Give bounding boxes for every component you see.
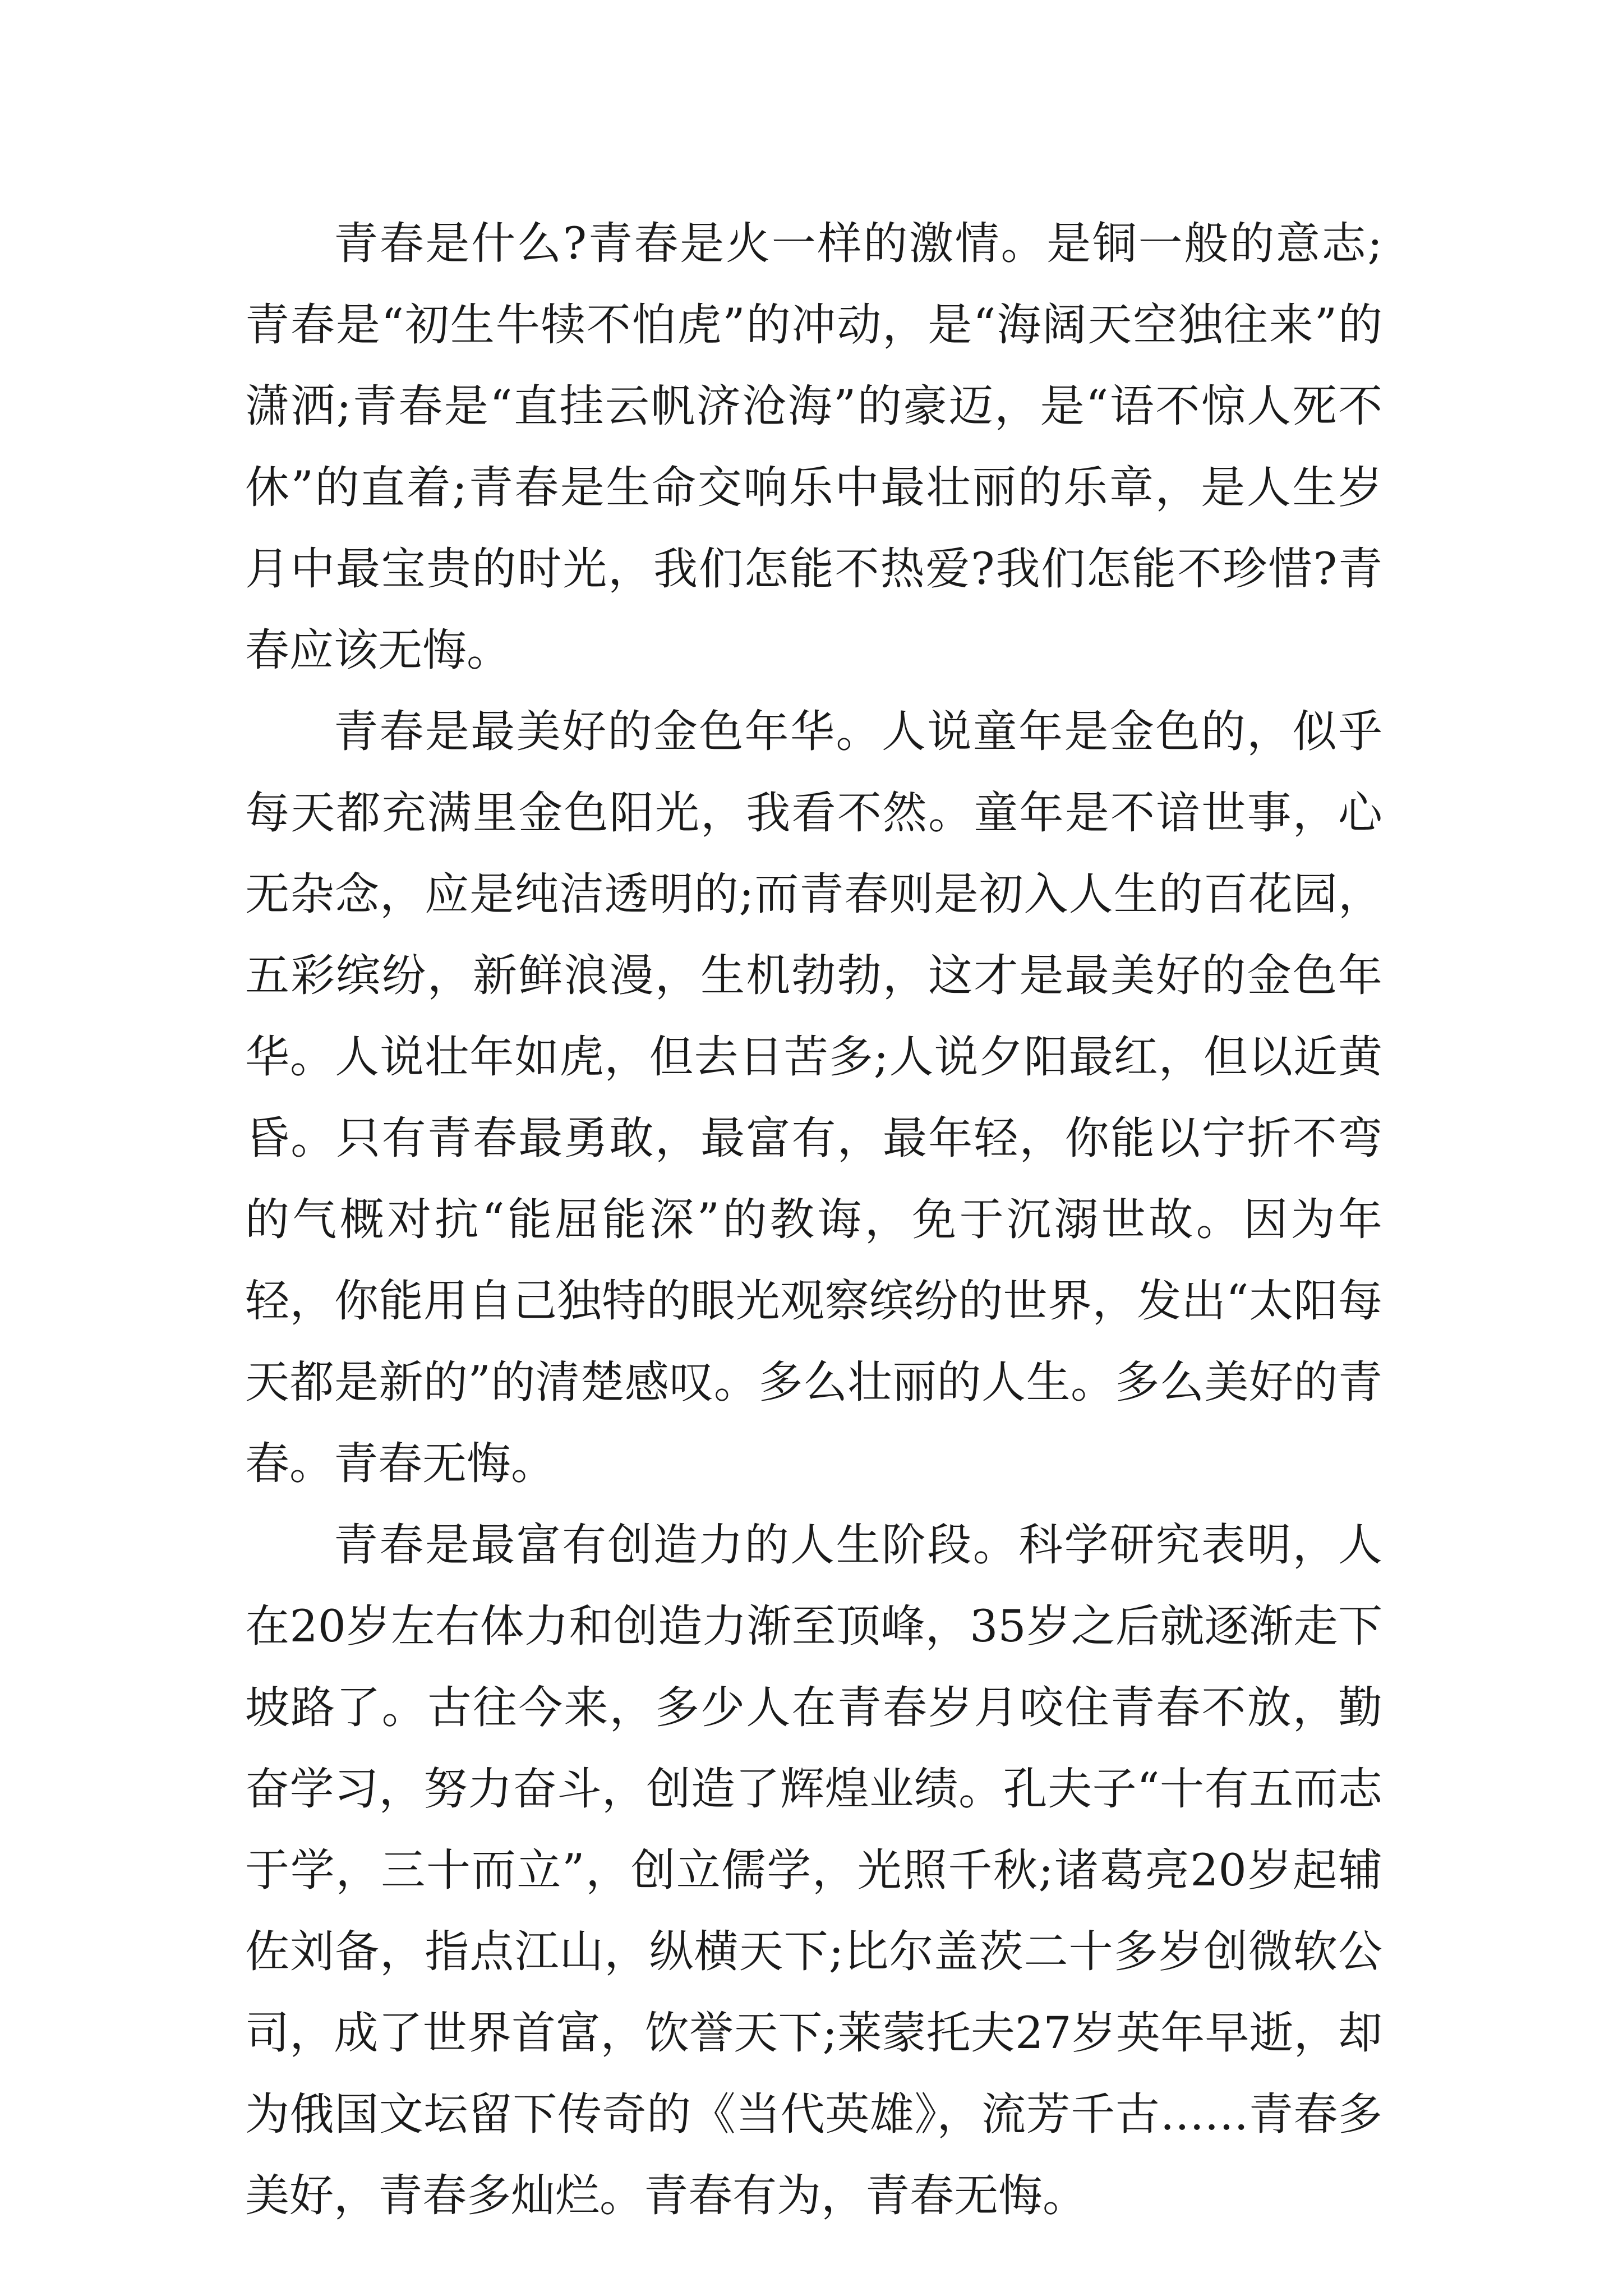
body-text [245,203,1382,2237]
paragraph-3: 青春是最富有创造力的人生阶段。科学研究表明，人在20岁左右体力和创造力渐至顶峰，35岁之后就逐渐走下坡路了。古往今来，多少人在青春岁月咬住青春不放，勤奋学习，努力奋斗，创造了辉煌业绩。孔夫子“十有五而志于学，三十而立”，创立儒学，光照千秋;诸葛亮20岁起辅佐刘备，指点江山，纵横天下;比尔盖茨二十多岁创微软公司，成了世界首富，饮誉天下;莱蒙托夫27岁英年早逝，却为俄国文坛留下传奇的《当代英雄》，流芳千古……青春多美好，青春多灿烂。青春有为，青春无悔。 [245,1519,1382,2221]
paragraph-1: 青春是什么?青春是火一样的激情。是铜一般的意志;青春是“初生牛犊不怕虎”的冲动，是“海阔天空独往来”的潇洒;青春是“直挂云帆济沧海”的豪迈，是“语不惊人死不休”的直着;青春是生命交响乐中最壮丽的乐章，是人生岁月中最宝贵的时光，我们怎能不热爱?我们怎能不珍惜?青春应该无悔。 [245,218,1382,676]
paragraph-2: 青春是最美好的金色年华。人说童年是金色的，似乎每天都充满里金色阳光，我看不然。童年是不谙世事，心无杂念，应是纯洁透明的;而青春则是初入人生的百花园，五彩缤纷，新鲜浪漫，生机勃勃，这才是最美好的金色年华。人说壮年如虎，但去日苦多;人说夕阳最红，但以近黄昏。只有青春最勇敢，最富有，最年轻，你能以宁折不弯的气概对抗“能屈能深”的教诲，免于沉溺世故。因为年轻，你能用自己独特的眼光观察缤纷的世界，发出“太阳每天都是新的”的清楚感叹。多么壮丽的人生。多么美好的青春。青春无悔。 [245,706,1382,1489]
